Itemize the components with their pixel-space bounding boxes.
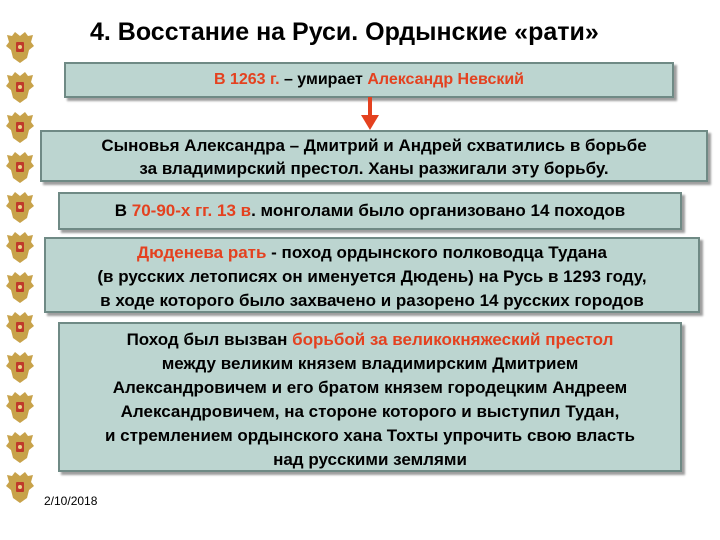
text-line: в ходе которого было захвачено и разорено 14 русских городов: [100, 291, 644, 310]
double-headed-eagle-icon: [5, 390, 35, 424]
campaigns-box: [58, 192, 682, 230]
text-line: Сыновья Александра – Дмитрий и Андрей схватились в борьбе: [101, 136, 647, 155]
text-part: – умирает: [279, 71, 368, 88]
dyuden-raid-box: [44, 237, 700, 313]
double-headed-eagle-icon: [5, 30, 35, 64]
years-label: 70-90-х гг. 13 в: [131, 201, 252, 220]
double-headed-eagle-icon: [5, 470, 35, 504]
double-headed-eagle-icon: [5, 350, 35, 384]
person-name: Александр Невский: [367, 71, 525, 88]
arrow-down-icon: [360, 97, 380, 131]
text-line: (в русских летописях он именуется Дюдень) на Русь в 1293 году,: [97, 267, 647, 286]
text-line: за владимирский престол. Ханы разжигали эту борьбу.: [139, 159, 609, 178]
text-line: и стремлением ордынского хана Тохты упрочить свою власть: [105, 426, 635, 445]
raid-cause-box: [58, 322, 682, 472]
double-headed-eagle-icon: [5, 190, 35, 224]
year-label: В 1263 г.: [213, 71, 280, 88]
double-headed-eagle-icon: [5, 110, 35, 144]
highlight-text: борьбой за великокняжеский престол: [292, 330, 614, 349]
double-headed-eagle-icon: [5, 270, 35, 304]
text-part: . монголами было организовано 14 походов: [251, 201, 626, 220]
text-part: - поход ордынского полководца Тудана: [266, 243, 607, 262]
raid-name: Дюденева рать: [137, 243, 267, 262]
text-line: Александровичем, на стороне которого и выступил Тудан,: [120, 402, 620, 421]
text-line: между великим князем владимирским Дмитрием: [161, 354, 579, 373]
sons-struggle-box: [40, 130, 708, 182]
text-part: Поход был вызван: [126, 330, 293, 349]
text-line: над русскими землями: [273, 450, 467, 469]
text-part: В: [114, 201, 132, 220]
event-box-1263: [64, 62, 674, 98]
double-headed-eagle-icon: [5, 70, 35, 104]
text-line: Александровичем и его братом князем городецким Андреем: [112, 378, 628, 397]
double-headed-eagle-icon: [5, 310, 35, 344]
page-title: 4. Восстание на Руси. Ордынские «рати»: [90, 18, 599, 46]
double-headed-eagle-icon: [5, 230, 35, 264]
double-headed-eagle-icon: [5, 150, 35, 184]
emblem-strip: [0, 30, 40, 520]
double-headed-eagle-icon: [5, 430, 35, 464]
slide-date: 2/10/2018: [44, 494, 98, 508]
